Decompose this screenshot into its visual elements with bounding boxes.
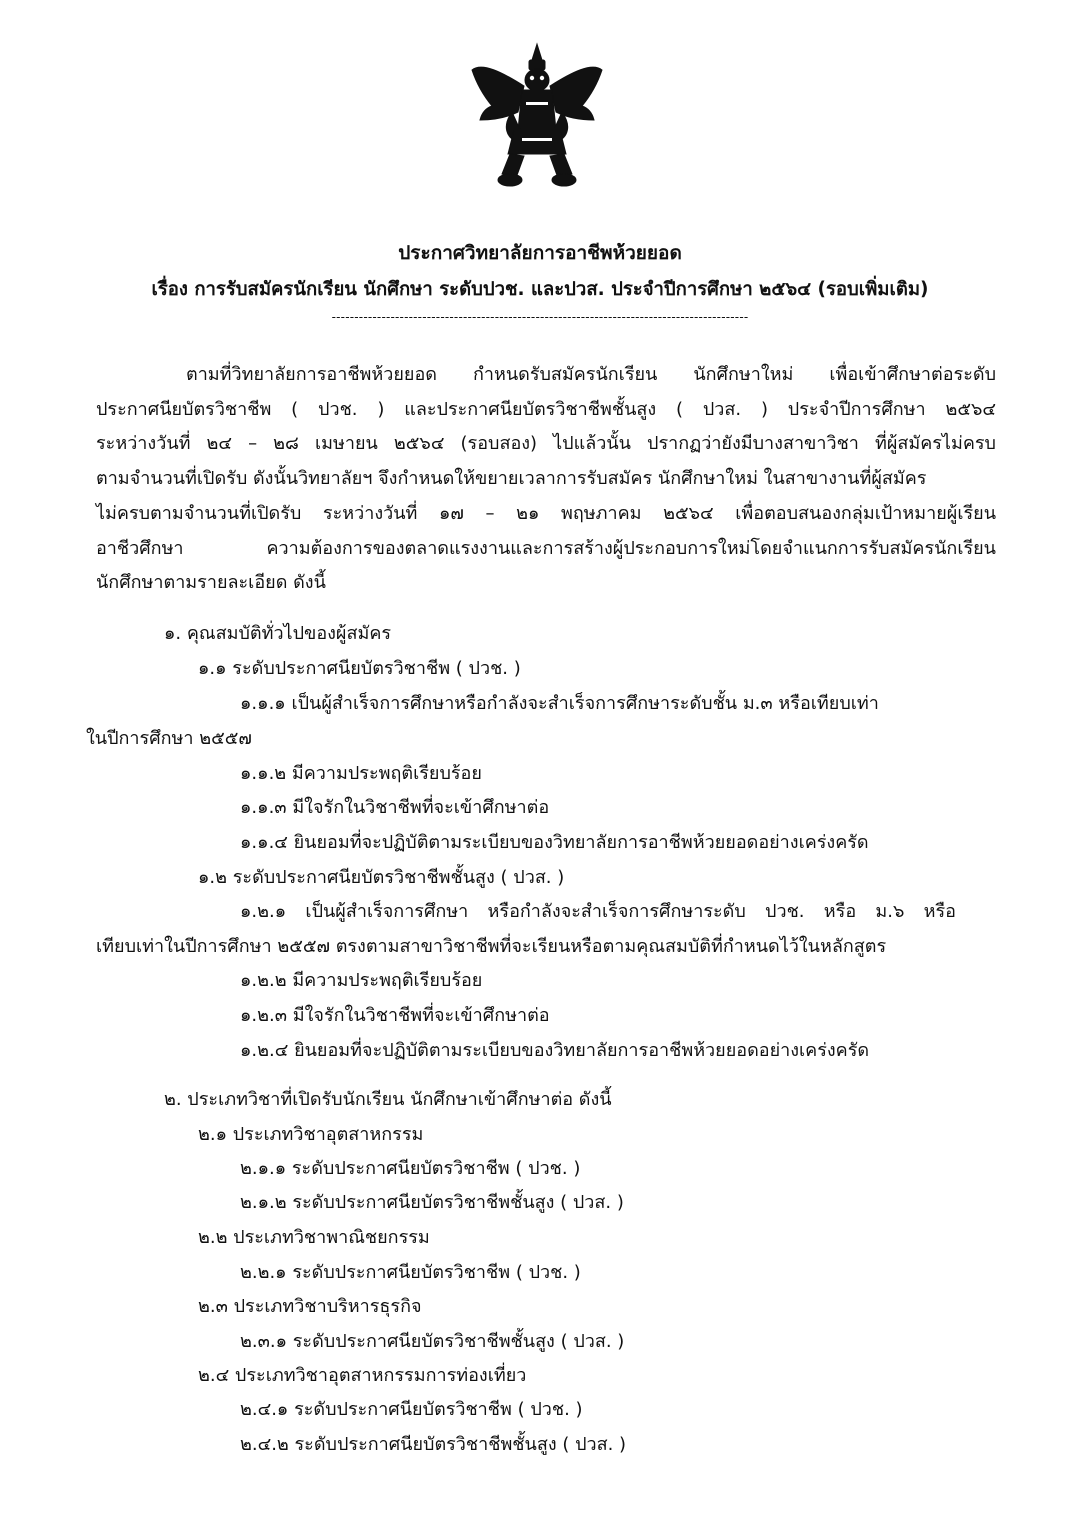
list-item-continued: ในปีการศึกษา ๒๕๕๗ <box>86 728 252 749</box>
list-item: ๒.๑.๑ ระดับประกาศนียบัตรวิชาชีพ ( ปวช. ) <box>240 1158 581 1179</box>
list-item-continued: เทียบเท่าในปีการศึกษา ๒๕๕๗ ตรงตามสาขาวิชาชีพที่จะเรียนหรือตามคุณสมบัติที่กำหนดไว้ในหลักสูตร <box>96 936 887 957</box>
section-heading: ๒. ประเภทวิชาที่เปิดรับนักเรียน นักศึกษาเข้าศึกษาต่อ ดังนี้ <box>164 1089 612 1110</box>
list-item: ๑.๑.๑ เป็นผู้สำเร็จการศึกษาหรือกำลังจะสำเร็จการศึกษาระดับชั้น ม.๓ หรือเทียบเท่า <box>240 693 879 714</box>
list-item: ๑.๑.๓ มีใจรักในวิชาชีพที่จะเข้าศึกษาต่อ <box>240 797 550 818</box>
subsection-heading: ๒.๑ ประเภทวิชาอุตสาหกรรม <box>198 1124 424 1145</box>
subsection-heading: ๒.๓ ประเภทวิชาบริหารธุรกิจ <box>198 1296 422 1317</box>
subsection-heading: ๑.๒ ระดับประกาศนียบัตรวิชาชีพชั้นสูง ( ปวส. ) <box>198 867 565 888</box>
subsection-heading: ๒.๒ ประเภทวิชาพาณิชยกรรม <box>198 1227 430 1248</box>
subsection-heading: ๑.๑ ระดับประกาศนียบัตรวิชาชีพ ( ปวช. ) <box>198 658 521 679</box>
list-item: ๒.๔.๑ ระดับประกาศนียบัตรวิชาชีพ ( ปวช. ) <box>240 1399 583 1420</box>
paragraph-line: นักศึกษาตามรายละเอียด ดังนี้ <box>96 572 326 593</box>
paragraph-line: ประกาศนียบัตรวิชาชีพ ( ปวช. ) และประกาศนียบัตรวิชาชีพชั้นสูง ( ปวส. ) ประจำปีการศึกษา ๒๕๖๔ <box>96 399 996 420</box>
list-item: ๑.๒.๒ มีความประพฤติเรียบร้อย <box>240 970 483 991</box>
list-item: ๒.๒.๑ ระดับประกาศนียบัตรวิชาชีพ ( ปวช. ) <box>240 1262 581 1283</box>
paragraph-line: ตามจำนวนที่เปิดรับ ดังนั้นวิทยาลัยฯ จึงกำหนดให้ขยายเวลาการรับสมัคร นักศึกษาใหม่ ในสาขางานที่ผู้สมัคร <box>96 468 927 489</box>
paragraph-line: ไม่ครบตามจำนวนที่เปิดรับ ระหว่างวันที่ ๑๗ – ๒๑ พฤษภาคม ๒๕๖๔ เพื่อตอบสนองกลุ่มเป้าหมายผู้เรียน <box>96 503 996 524</box>
paragraph-line: ตามที่วิทยาลัยการอาชีพห้วยยอด กำหนดรับสมัครนักเรียน นักศึกษาใหม่ เพื่อเข้าศึกษาต่อระดับ <box>186 364 996 385</box>
section-heading: ๑. คุณสมบัติทั่วไปของผู้สมัคร <box>164 623 392 644</box>
list-item: ๑.๒.๓ มีใจรักในวิชาชีพที่จะเข้าศึกษาต่อ <box>240 1005 550 1026</box>
title-divider: -------------------------------------------------------------------------------------------- <box>331 310 749 324</box>
list-item: ๑.๒.๔ ยินยอมที่จะปฏิบัติตามระเบียบของวิทยาลัยการอาชีพห้วยยอดอย่างเคร่งครัด <box>240 1040 870 1061</box>
list-item: ๑.๑.๒ มีความประพฤติเรียบร้อย <box>240 763 482 784</box>
paragraph-line: ระหว่างวันที่ ๒๔ – ๒๘ เมษายน ๒๕๖๔ (รอบสอง) ไปแล้วนั้น ปรากฏว่ายังมีบางสาขาวิชา ที่ผู้สมัครไม่ครบ <box>96 433 996 454</box>
list-item: ๒.๑.๒ ระดับประกาศนียบัตรวิชาชีพชั้นสูง ( ปวส. ) <box>240 1192 624 1213</box>
document-subject: เรื่อง การรับสมัครนักเรียน นักศึกษา ระดับปวช. และปวส. ประจำปีการศึกษา ๒๕๖๔ (รอบเพิ่มเติม) <box>151 279 929 300</box>
paragraph-line: อาชีวศึกษา ความต้องการของตลาดแรงงานและการสร้างผู้ประกอบการใหม่โดยจำแนกการรับสมัครนักเรียน <box>96 538 996 559</box>
list-item: ๑.๑.๔ ยินยอมที่จะปฏิบัติตามระเบียบของวิทยาลัยการอาชีพห้วยยอดอย่างเคร่งครัด <box>240 832 869 853</box>
list-item: ๑.๒.๑ เป็นผู้สำเร็จการศึกษา หรือกำลังจะสำเร็จการศึกษาระดับ ปวช. หรือ ม.๖ หรือ <box>240 901 956 922</box>
list-item: ๒.๔.๒ ระดับประกาศนียบัตรวิชาชีพชั้นสูง ( ปวส. ) <box>240 1434 627 1455</box>
garuda-emblem-icon <box>462 42 612 192</box>
subsection-heading: ๒.๔ ประเภทวิชาอุตสาหกรรมการท่องเที่ยว <box>198 1365 527 1386</box>
document-title: ประกาศวิทยาลัยการอาชีพห้วยยอด <box>398 242 682 264</box>
list-item: ๒.๓.๑ ระดับประกาศนียบัตรวิชาชีพชั้นสูง ( ปวส. ) <box>240 1331 625 1352</box>
